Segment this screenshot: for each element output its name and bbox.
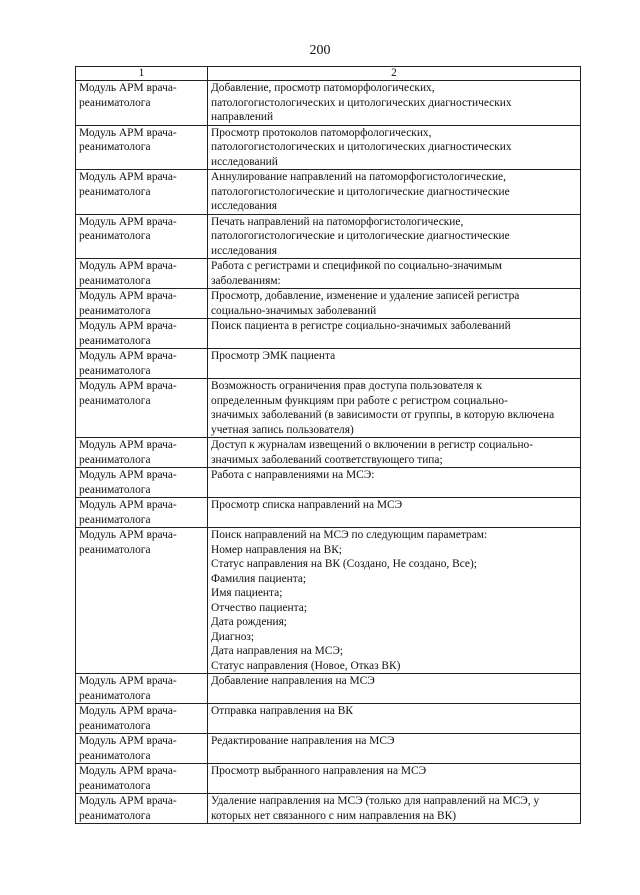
- module-cell: Модуль АРМ врача- реаниматолога: [76, 498, 208, 528]
- function-cell: Доступ к журналам извещений о включении в регистр социально- значимых заболеваний соответствующего типа;: [208, 438, 581, 468]
- function-cell: Редактирование направления на МСЭ: [208, 734, 581, 764]
- function-cell: Отправка направления на ВК: [208, 704, 581, 734]
- function-cell: Работа с регистрами и спецификой по социально-значимым заболеваниям:: [208, 259, 581, 289]
- table-row: [76, 259, 581, 289]
- module-cell: Модуль АРМ врача- реаниматолога: [76, 528, 208, 674]
- table-row: [76, 170, 581, 215]
- table-row: [76, 125, 581, 170]
- module-cell: Модуль АРМ врача- реаниматолога: [76, 674, 208, 704]
- function-cell: Добавление, просмотр патоморфологических, патологогистологических и цитологических диагностических направлений: [208, 81, 581, 126]
- table-row: [76, 498, 581, 528]
- function-cell: Просмотр ЭМК пациента: [208, 349, 581, 379]
- function-cell: Просмотр протоколов патоморфологических, патологогистологических и цитологических диагностических исследований: [208, 125, 581, 170]
- table-row: [76, 764, 581, 794]
- page-number: 200: [309, 43, 331, 58]
- table-row: [76, 528, 581, 674]
- module-cell: Модуль АРМ врача- реаниматолога: [76, 81, 208, 126]
- function-cell: Просмотр списка направлений на МСЭ: [208, 498, 581, 528]
- module-cell: Модуль АРМ врача- реаниматолога: [76, 794, 208, 824]
- table-row: [76, 319, 581, 349]
- table-row: [76, 704, 581, 734]
- header-row: [76, 67, 581, 81]
- module-cell: Модуль АРМ врача- реаниматолога: [76, 170, 208, 215]
- module-cell: Модуль АРМ врача- реаниматолога: [76, 125, 208, 170]
- module-cell: Модуль АРМ врача- реаниматолога: [76, 734, 208, 764]
- table-row: [76, 734, 581, 764]
- function-cell: Печать направлений на патоморфогистологические, патологогистологические и цитологические диагностические исследования: [208, 214, 581, 259]
- function-cell: Аннулирование направлений на патоморфогистологические, патологогистологические и цитологические диагностические исследования: [208, 170, 581, 215]
- function-cell: Удаление направления на МСЭ (только для направлений на МСЭ, у которых нет связанного с ним направления на ВК): [208, 794, 581, 824]
- module-cell: Модуль АРМ врача- реаниматолога: [76, 214, 208, 259]
- table-row: [76, 379, 581, 438]
- table-row: [76, 81, 581, 126]
- module-cell: Модуль АРМ врача- реаниматолога: [76, 704, 208, 734]
- table-row: [76, 674, 581, 704]
- function-cell: Работа с направлениями на МСЭ:: [208, 468, 581, 498]
- table-row: [76, 438, 581, 468]
- function-cell: Просмотр, добавление, изменение и удаление записей регистра социально-значимых заболеваний: [208, 289, 581, 319]
- module-cell: Модуль АРМ врача- реаниматолога: [76, 349, 208, 379]
- module-cell: Модуль АРМ врача- реаниматолога: [76, 259, 208, 289]
- function-cell: Поиск пациента в регистре социально-значимых заболеваний: [208, 319, 581, 349]
- table-row: [76, 794, 581, 824]
- table-row: [76, 349, 581, 379]
- table-row: [76, 289, 581, 319]
- function-cell: Возможность ограничения прав доступа пользователя к определенным функциям при работе с регистром социально- значимых заболеваний (в зависимости от группы, в которую включена учетная запись пользователя): [208, 379, 581, 438]
- column-header-1: 1: [76, 67, 208, 81]
- table-row: [76, 214, 581, 259]
- requirements-table: [75, 66, 581, 824]
- module-cell: Модуль АРМ врача- реаниматолога: [76, 468, 208, 498]
- function-cell: Добавление направления на МСЭ: [208, 674, 581, 704]
- table-row: [76, 468, 581, 498]
- function-cell: Поиск направлений на МСЭ по следующим параметрам: Номер направления на ВК; Статус направления на ВК (Создано, Не создано, Все); Фамилия пациента; Имя пациента; Отчество пациента; Дата рождения; Диагноз; Дата направления на МСЭ; Статус направления (Новое, Отказ ВК): [208, 528, 581, 674]
- module-cell: Модуль АРМ врача- реаниматолога: [76, 438, 208, 468]
- module-cell: Модуль АРМ врача- реаниматолога: [76, 319, 208, 349]
- column-header-2: 2: [208, 67, 581, 81]
- module-cell: Модуль АРМ врача- реаниматолога: [76, 764, 208, 794]
- module-cell: Модуль АРМ врача- реаниматолога: [76, 379, 208, 438]
- module-cell: Модуль АРМ врача- реаниматолога: [76, 289, 208, 319]
- function-cell: Просмотр выбранного направления на МСЭ: [208, 764, 581, 794]
